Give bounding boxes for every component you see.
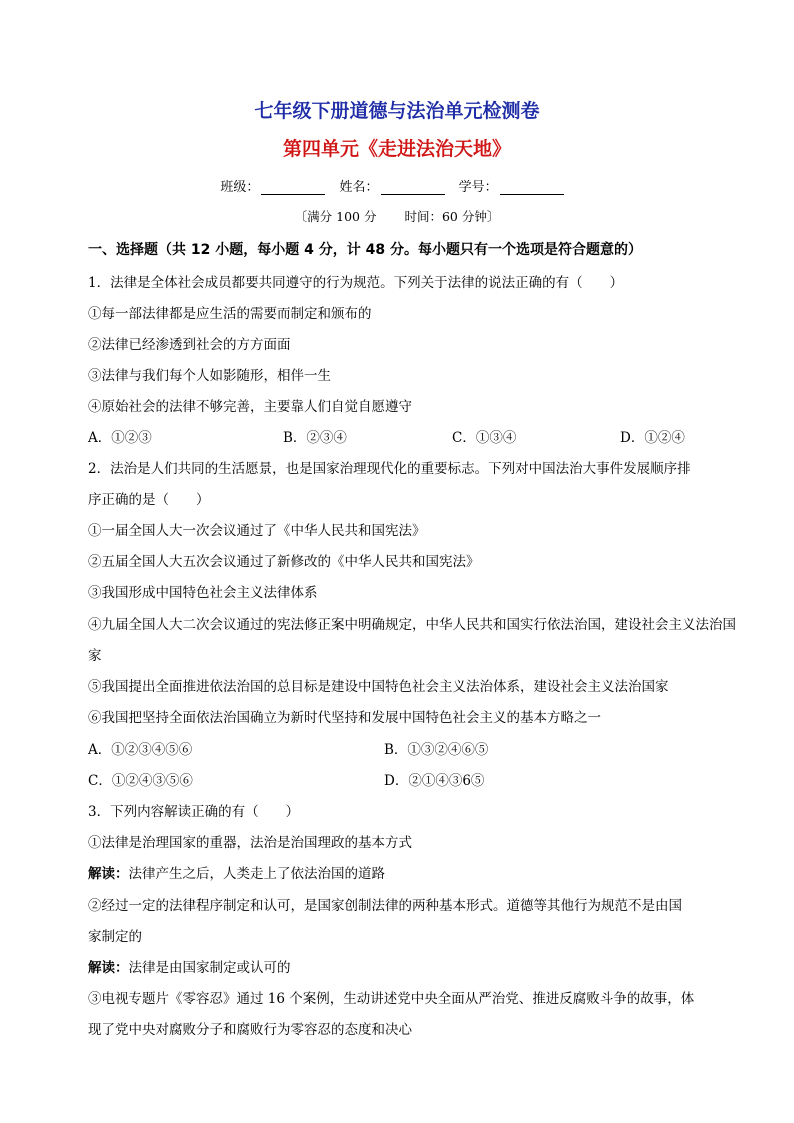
q1-item: ①每一部法律都是应生活的需要而制定和颁布的 [88, 306, 372, 322]
student-info-row [0, 176, 794, 195]
q2-option-d[interactable]: D．②①④③6⑤ [384, 773, 485, 789]
q2-item: ②五届全国人大五次会议通过了新修改的《中华人民共和国宪法》 [88, 554, 480, 570]
q2-stem: 2．法治是人们共同的生活愿景，也是国家治理现代化的重要标志。下列对中国法治大事件发展顺序排 [88, 461, 691, 477]
q3-analysis [88, 862, 385, 882]
analysis-label: 解读： [88, 866, 129, 882]
q3-item: ③电视专题片《零容忍》通过 16 个案例，生动讲述党中央全面从严治党、推进反腐败斗争的故事，体 [88, 991, 695, 1007]
class-label: 班级： [220, 180, 260, 195]
unit-subtitle: 第四单元《走进法治天地》 [282, 138, 511, 160]
analysis-label: 解读： [88, 960, 129, 976]
q1-option-a[interactable]: A．①②③ [88, 430, 152, 446]
q2-item-cont: 家 [88, 648, 102, 664]
id-label: 学号： [458, 180, 498, 195]
q1-item: ④原始社会的法律不够完善，主要靠人们自觉自愿遵守 [88, 399, 412, 415]
name-blank[interactable] [381, 181, 445, 195]
analysis-text: 法律是由国家制定或认可的 [128, 960, 291, 976]
exam-title: 七年级下册道德与法治单元检测卷 [254, 100, 540, 122]
q1-option-d[interactable]: D．①②④ [620, 430, 685, 446]
q3-item-cont: 现了党中央对腐败分子和腐败行为零容忍的态度和决心 [88, 1022, 412, 1038]
q3-item: ②经过一定的法律程序制定和认可，是国家创制法律的两种基本形式。道德等其他行为规范不是由国 [88, 898, 682, 914]
q1-item: ③法律与我们每个人如影随形，相伴一生 [88, 368, 331, 384]
q2-item: ⑥我国把坚持全面依法治国确立为新时代坚持和发展中国特色社会主义的基本方略之一 [88, 710, 601, 726]
analysis-text: 法律产生之后，人类走上了依法治国的道路 [128, 866, 385, 882]
q3-stem: 3．下列内容解读正确的有（ ） [88, 804, 300, 820]
q3-item-cont: 家制定的 [88, 929, 142, 945]
q3-item: ①法律是治理国家的重器，法治是治国理政的基本方式 [88, 835, 412, 851]
q1-option-c[interactable]: C．①③④ [452, 430, 517, 446]
q2-stem-cont: 序正确的是（ ） [88, 492, 210, 508]
q1-stem: 1．法律是全体社会成员都要共同遵守的行为规范。下列关于法律的说法正确的有（ ） [88, 275, 624, 291]
score-info: 〔满分 100 分 [294, 209, 377, 224]
section-heading: 一、选择题（共 12 小题，每小题 4 分，计 48 分。每小题只有一个选项是符合题意的） [88, 242, 642, 258]
time-info: 时间：60 分钟〕 [404, 209, 500, 224]
class-blank[interactable] [261, 181, 325, 195]
q1-item: ②法律已经渗透到社会的方方面面 [88, 337, 291, 353]
q2-item: ③我国形成中国特色社会主义法律体系 [88, 585, 318, 601]
q2-option-b[interactable]: B．①③②④⑥⑤ [384, 742, 489, 758]
exam-meta [0, 207, 794, 225]
q2-item: ⑤我国提出全面推进依法治国的总目标是建设中国特色社会主义法治体系，建设社会主义法治国家 [88, 679, 669, 695]
q3-analysis [88, 956, 291, 976]
q2-option-c[interactable]: C．①②④③⑤⑥ [88, 773, 193, 789]
id-blank[interactable] [500, 181, 564, 195]
name-label: 姓名： [339, 180, 379, 195]
q2-item: ①一届全国人大一次会议通过了《中华人民共和国宪法》 [88, 523, 426, 539]
q2-item: ④九届全国人大二次会议通过的宪法修正案中明确规定，中华人民共和国实行依法治国，建设社会主义法治国 [88, 617, 736, 633]
q1-option-b[interactable]: B．②③④ [283, 430, 347, 446]
q2-option-a[interactable]: A．①②③④⑤⑥ [88, 742, 193, 758]
